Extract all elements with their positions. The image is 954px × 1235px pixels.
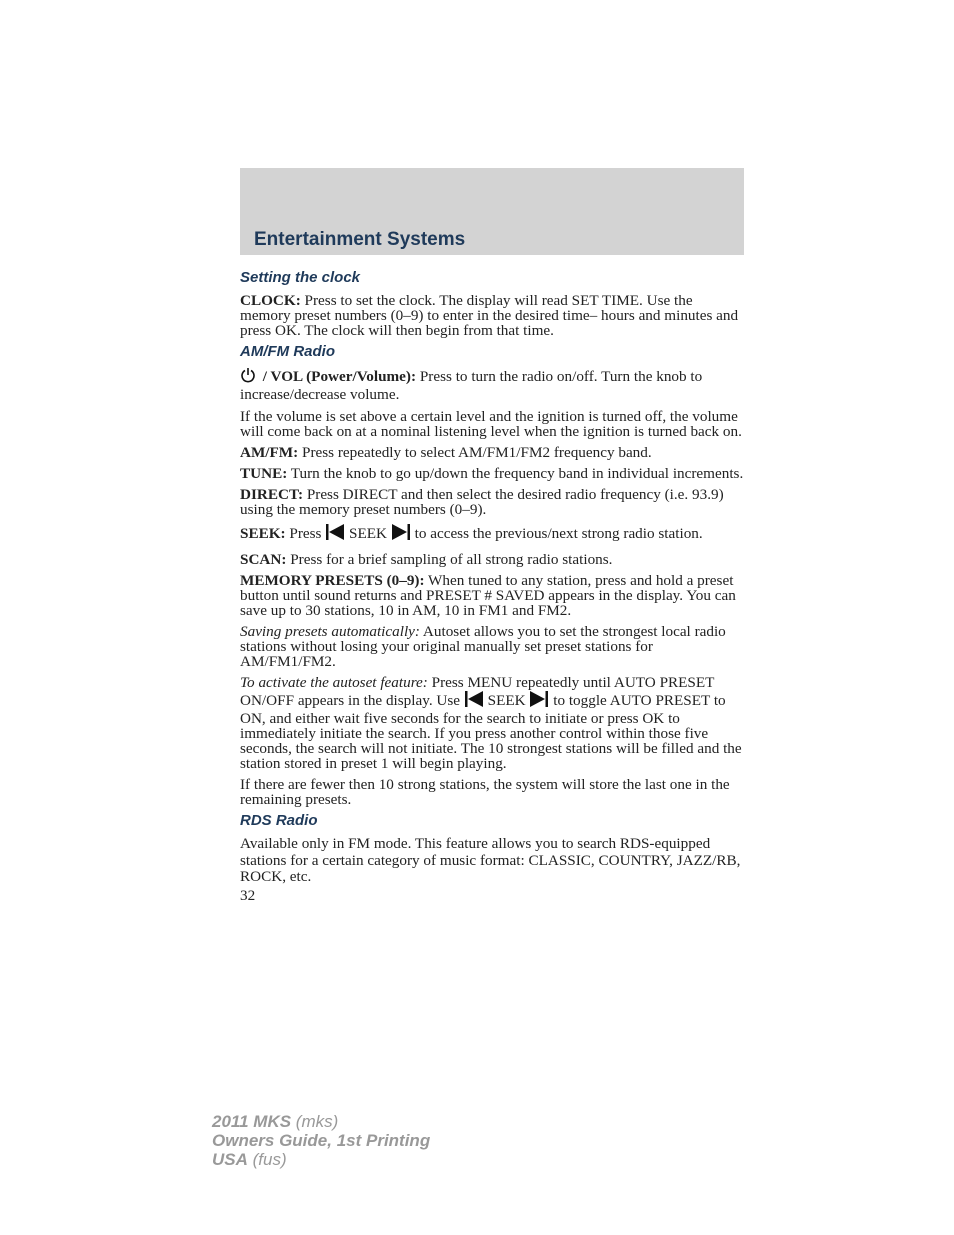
footer-model-code: (mks) [291,1112,339,1131]
footer-market: USA [212,1150,248,1169]
clock-paragraph [240,293,746,338]
amfm-text: Press repeatedly to select AM/FM1/FM2 frequency band. [298,444,652,461]
tune-text: Turn the knob to go up/down the frequency band in individual increments. [287,465,744,482]
header-band [240,168,744,255]
seek-previous-icon [464,690,484,711]
presets-text: When tuned to any station, press and hold a preset button until sound returns and PRESET # SAVED appears in the display. You can save up to 30 stations, 10 in AM, 10 in FM1 and FM2. [240,572,736,619]
autosave-text: Autoset allows you to set the strongest local radio stations without losing your original manually set preset stations for AM/FM1/FM2. [240,623,726,670]
footer-line-1 [212,1112,430,1131]
activate-seek-label: SEEK [483,692,530,709]
tune-paragraph [240,466,746,481]
footer-market-code: (fus) [247,1150,287,1169]
footer-model: 2011 MKS [212,1112,292,1131]
direct-text: Press DIRECT and then select the desired radio frequency (i.e. 93.9) using the memory preset numbers (0–9). [240,486,724,518]
clock-term: CLOCK: [240,292,301,309]
section-heading-clock: Setting the clock [240,269,361,286]
direct-term: DIRECT: [240,486,304,503]
activate-lead: To activate the autoset feature: [240,674,428,691]
volume-term: / VOL (Power/Volume): [259,368,417,385]
seek-paragraph [240,523,746,546]
volume-text: Press to turn the radio on/off. Turn the knob to increase/decrease volume. [240,368,703,403]
clock-text: Press to set the clock. The display will read SET TIME. Use the memory preset numbers (0–9) to enter in the desired time– hours and minutes and press OK. The clock will then begin from that time. [240,292,739,339]
footer-line-3 [212,1150,430,1169]
volume-note: If the volume is set above a certain level and the ignition is turned off, the volume will come back on at a nominal listening level when the ignition is turned back on. [240,408,742,440]
amfm-paragraph [240,445,746,460]
footer-line-2: Owners Guide, 1st Printing [212,1131,431,1150]
presets-term: MEMORY PRESETS (0–9): [240,572,425,589]
seek-label: SEEK [345,525,391,542]
section-heading-amfm: AM/FM Radio [240,343,335,360]
activate-post: to toggle AUTO PRESET to ON, and either wait five seconds for the search to initiate or press OK to immediately initiate the search. If you press another control within those five seconds, the search will not initiate. The 10 strongest stations will be filled and the station stored in preset 1 will begin playing. [240,692,742,772]
page-title: Entertainment Systems [254,229,466,250]
seek-term: SEEK: [240,525,286,542]
seek-next-icon [391,523,411,546]
volume-paragraph [240,367,746,403]
autosave-paragraph [240,624,746,669]
presets-paragraph [240,573,746,618]
scan-paragraph [240,552,746,567]
activate-pre: Press MENU repeatedly until AUTO PRESET ON/OFF appears in the display. Use [240,674,715,709]
rds-paragraph: Available only in FM mode. This feature allows you to search RDS-equipped stations for a certain category of music format: CLASSIC, COUNTRY, JAZZ/RB, ROCK, etc. [240,835,741,885]
activate-paragraph [240,675,746,771]
scan-text: Press for a brief sampling of all strong radio stations. [286,551,613,568]
section-heading-rds: RDS Radio [240,812,318,829]
amfm-term: AM/FM: [240,444,299,461]
power-icon [240,367,256,387]
page-number: 32 [240,886,256,904]
footer [212,1112,430,1169]
seek-pre: Press [285,525,326,542]
autosave-lead: Saving presets automatically: [240,623,420,640]
seek-post: to access the previous/next strong radio station. [410,525,703,542]
scan-term: SCAN: [240,551,287,568]
direct-paragraph [240,487,746,517]
page-content [240,266,746,909]
seek-next-icon [529,690,549,711]
tune-term: TUNE: [240,465,288,482]
seek-previous-icon [325,523,345,546]
fewer-note: If there are fewer then 10 strong stations, the system will store the last one in the remaining presets. [240,776,730,808]
